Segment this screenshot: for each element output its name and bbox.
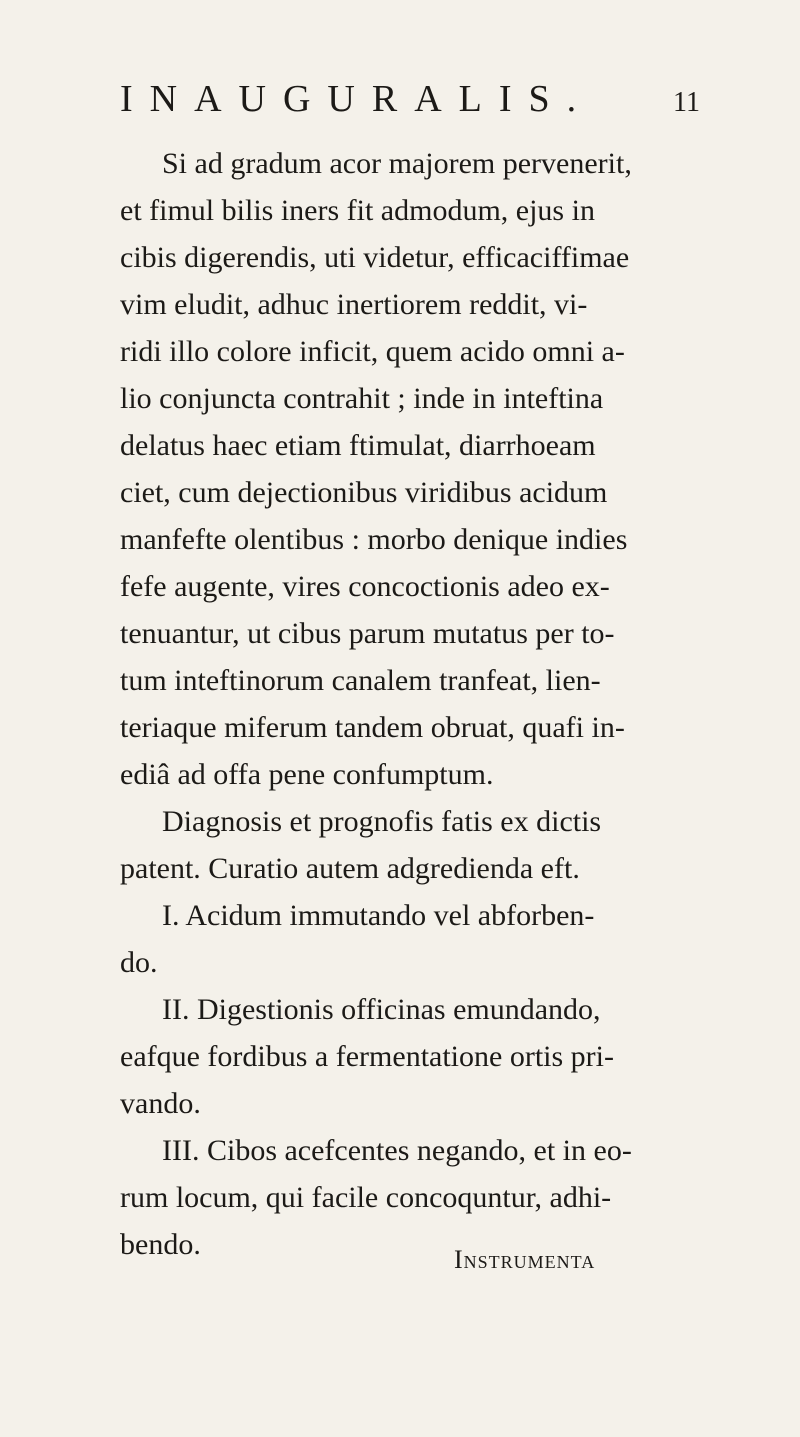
text-line: teriaque miferum tandem obruat, quafi in- xyxy=(120,711,625,744)
text-line: rum locum, qui facile concoquntur, adhi- xyxy=(120,1181,612,1214)
text-line: III. Cibos acefcentes negando, et in eo- xyxy=(162,1134,632,1167)
text-line: tenuantur, ut cibus parum mutatus per to- xyxy=(120,617,615,650)
text-line: bendo. xyxy=(120,1228,201,1261)
text-line: fefe augente, vires concoctionis adeo ex- xyxy=(120,570,610,603)
text-line: do. xyxy=(120,946,158,979)
text-line: lio conjuncta contrahit ; inde in inteftina xyxy=(120,382,604,415)
catchword: Instrumenta xyxy=(454,1245,596,1274)
text-line: Si ad gradum acor majorem pervenerit, xyxy=(162,147,632,180)
text-line: eafque fordibus a fermentatione ortis pri- xyxy=(120,1040,614,1073)
text-line: ciet, cum dejectionibus viridibus acidum xyxy=(120,476,608,509)
body-text xyxy=(120,140,720,1268)
running-title: INAUGURALIS. xyxy=(120,78,594,120)
text-line: ridi illo colore inficit, quem acido omni a- xyxy=(120,335,625,368)
text-line: patent. Curatio autem adgredienda eft. xyxy=(120,852,580,885)
text-line: cibis digerendis, uti videtur, efficaciffimae xyxy=(120,241,630,274)
text-line: vim eludit, adhuc inertiorem reddit, vi- xyxy=(120,288,588,321)
page-header xyxy=(120,74,700,124)
text-line: manfefte olentibus : morbo denique indies xyxy=(120,523,628,556)
text-line: et fimul bilis iners fit admodum, ejus in xyxy=(120,194,595,227)
text-line: ediâ ad offa pene confumptum. xyxy=(120,758,494,791)
text-line: II. Digestionis officinas emundando, xyxy=(162,993,601,1026)
text-line: tum inteftinorum canalem tranfeat, lien- xyxy=(120,664,601,697)
text-line: delatus haec etiam ftimulat, diarrhoeam xyxy=(120,429,596,462)
text-line: Diagnosis et prognofis fatis ex dictis xyxy=(162,805,602,838)
page-number: 11 xyxy=(673,87,700,118)
text-line: I. Acidum immutando vel abforben- xyxy=(162,899,595,932)
text-line: vando. xyxy=(120,1087,201,1120)
